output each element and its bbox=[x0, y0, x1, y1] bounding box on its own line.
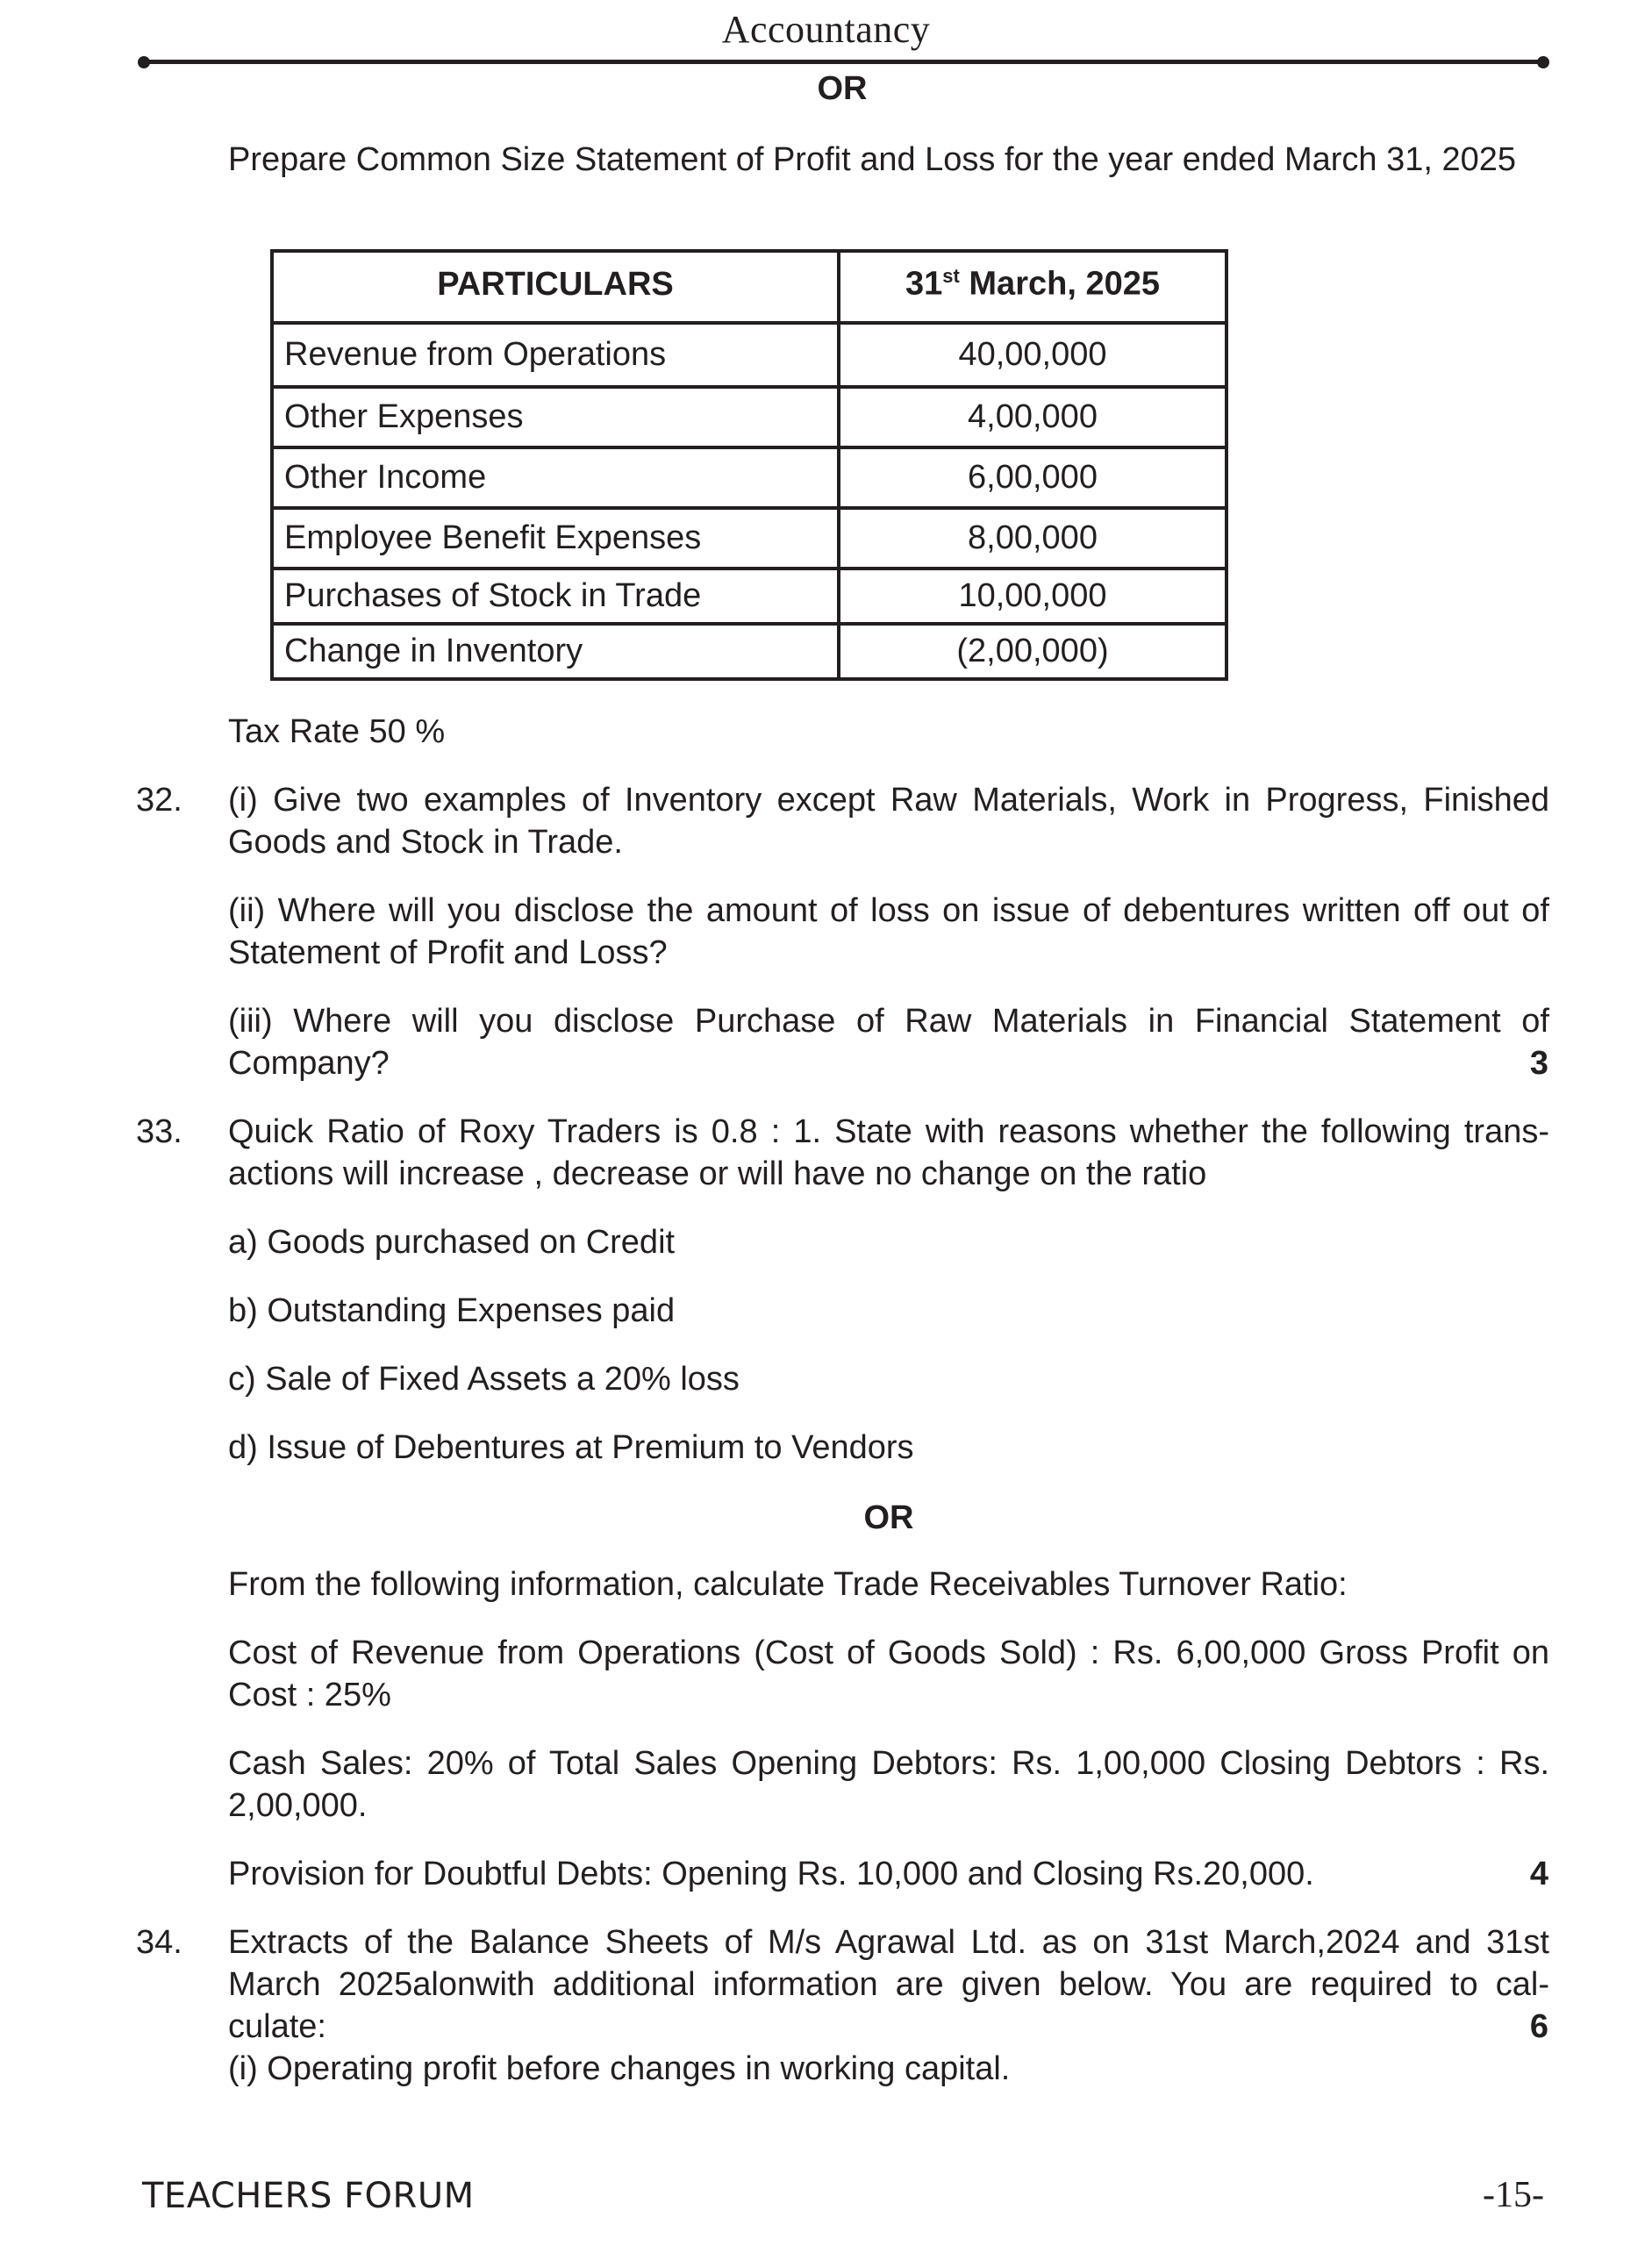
row-value: 40,00,000 bbox=[839, 323, 1226, 387]
table-header-row bbox=[272, 251, 1226, 323]
row-value: 8,00,000 bbox=[839, 508, 1226, 569]
q32-part-ii: (ii) Where will you disclose the amount of loss on issue of debentures written off out of Statement of Profit and Loss? bbox=[228, 892, 1549, 971]
table-row bbox=[272, 569, 1226, 624]
column-header-date: 31st March, 2025 bbox=[839, 251, 1226, 323]
table-row bbox=[272, 447, 1226, 508]
q33-option-b: b) Outstanding Expenses paid bbox=[228, 1292, 676, 1329]
q33-alt-line-3: Cash Sales: 20% of Total Sales Opening Debtors: Rs. 1,00,000 Closing Debtors : Rs. 2,00,000. bbox=[228, 1745, 1549, 1824]
q34-marks: 6 bbox=[1529, 2008, 1548, 2045]
q33-option-a: a) Goods purchased on Credit bbox=[228, 1224, 676, 1261]
q32-marks: 3 bbox=[1529, 1045, 1548, 1082]
q33-stem: Quick Ratio of Roxy Traders is 0.8 : 1. State with reasons whether the following trans-actions will increase , decrease or will have no change on the ratio bbox=[228, 1113, 1549, 1192]
q33-alt-line-1: From the following information, calculate Trade Receivables Turnover Ratio: bbox=[228, 1566, 1348, 1603]
row-value: 10,00,000 bbox=[839, 569, 1226, 624]
q33-alt-line-4: Provision for Doubtful Debts: Opening Rs. 10,000 and Closing Rs.20,000. bbox=[228, 1856, 1314, 1892]
header-rule-right-dot bbox=[1537, 56, 1549, 68]
row-label: Other Expenses bbox=[272, 387, 839, 447]
q31-instruction: Prepare Common Size Statement of Profit and Loss for the year ended March 31, 2025 bbox=[228, 141, 1517, 178]
question-number-33: 33. bbox=[136, 1113, 182, 1150]
table-row bbox=[272, 323, 1226, 387]
q33-option-c: c) Sale of Fixed Assets a 20% loss bbox=[228, 1361, 740, 1398]
q33-option-d: d) Issue of Debentures at Premium to Vendors bbox=[228, 1429, 914, 1466]
row-value: (2,00,000) bbox=[839, 624, 1226, 679]
q33-marks: 4 bbox=[1529, 1856, 1548, 1892]
page-number: -15- bbox=[1483, 2175, 1544, 2215]
table-row bbox=[272, 387, 1226, 447]
footer-publication-name: TEACHERS FORUM bbox=[142, 2176, 475, 2216]
row-label: Revenue from Operations bbox=[272, 323, 839, 387]
q32-part-iii: (iii) Where will you disclose Purchase of Raw Materials in Financial Statement of Company? bbox=[228, 1003, 1549, 1082]
or-separator-q33: OR bbox=[863, 1499, 914, 1536]
question-number-32: 32. bbox=[136, 782, 182, 819]
column-header-particulars: PARTICULARS bbox=[272, 251, 839, 323]
q34-stem-line-1: Extracts of the Balance Sheets of M/s Agrawal Ltd. as on 31st March,2024 and 31st bbox=[228, 1924, 1549, 1961]
row-value: 4,00,000 bbox=[839, 387, 1226, 447]
header-rule bbox=[144, 60, 1542, 64]
table-row bbox=[272, 624, 1226, 679]
row-label: Change in Inventory bbox=[272, 624, 839, 679]
row-label: Employee Benefit Expenses bbox=[272, 508, 839, 569]
row-value: 6,00,000 bbox=[839, 447, 1226, 508]
question-number-34: 34. bbox=[136, 1924, 182, 1961]
q34-part-i: (i) Operating profit before changes in working capital. bbox=[228, 2050, 1011, 2087]
q34-stem-line-3: culate: bbox=[228, 2008, 326, 2045]
tax-rate-note: Tax Rate 50 % bbox=[228, 713, 446, 750]
running-header-title: Accountancy bbox=[721, 8, 931, 51]
row-label: Other Income bbox=[272, 447, 839, 508]
table-row bbox=[272, 508, 1226, 569]
profit-loss-table bbox=[270, 249, 1228, 681]
or-separator-top: OR bbox=[817, 70, 868, 107]
q34-stem-line-2: March 2025alonwith additional information are given below. You are required to cal- bbox=[228, 1966, 1549, 2003]
row-label: Purchases of Stock in Trade bbox=[272, 569, 839, 624]
q33-alt-line-2: Cost of Revenue from Operations (Cost of Goods Sold) : Rs. 6,00,000 Gross Profit on Cost : 25% bbox=[228, 1634, 1549, 1713]
q32-part-i: (i) Give two examples of Inventory except Raw Materials, Work in Progress, Finished Goods and Stock in Trade. bbox=[228, 782, 1549, 861]
